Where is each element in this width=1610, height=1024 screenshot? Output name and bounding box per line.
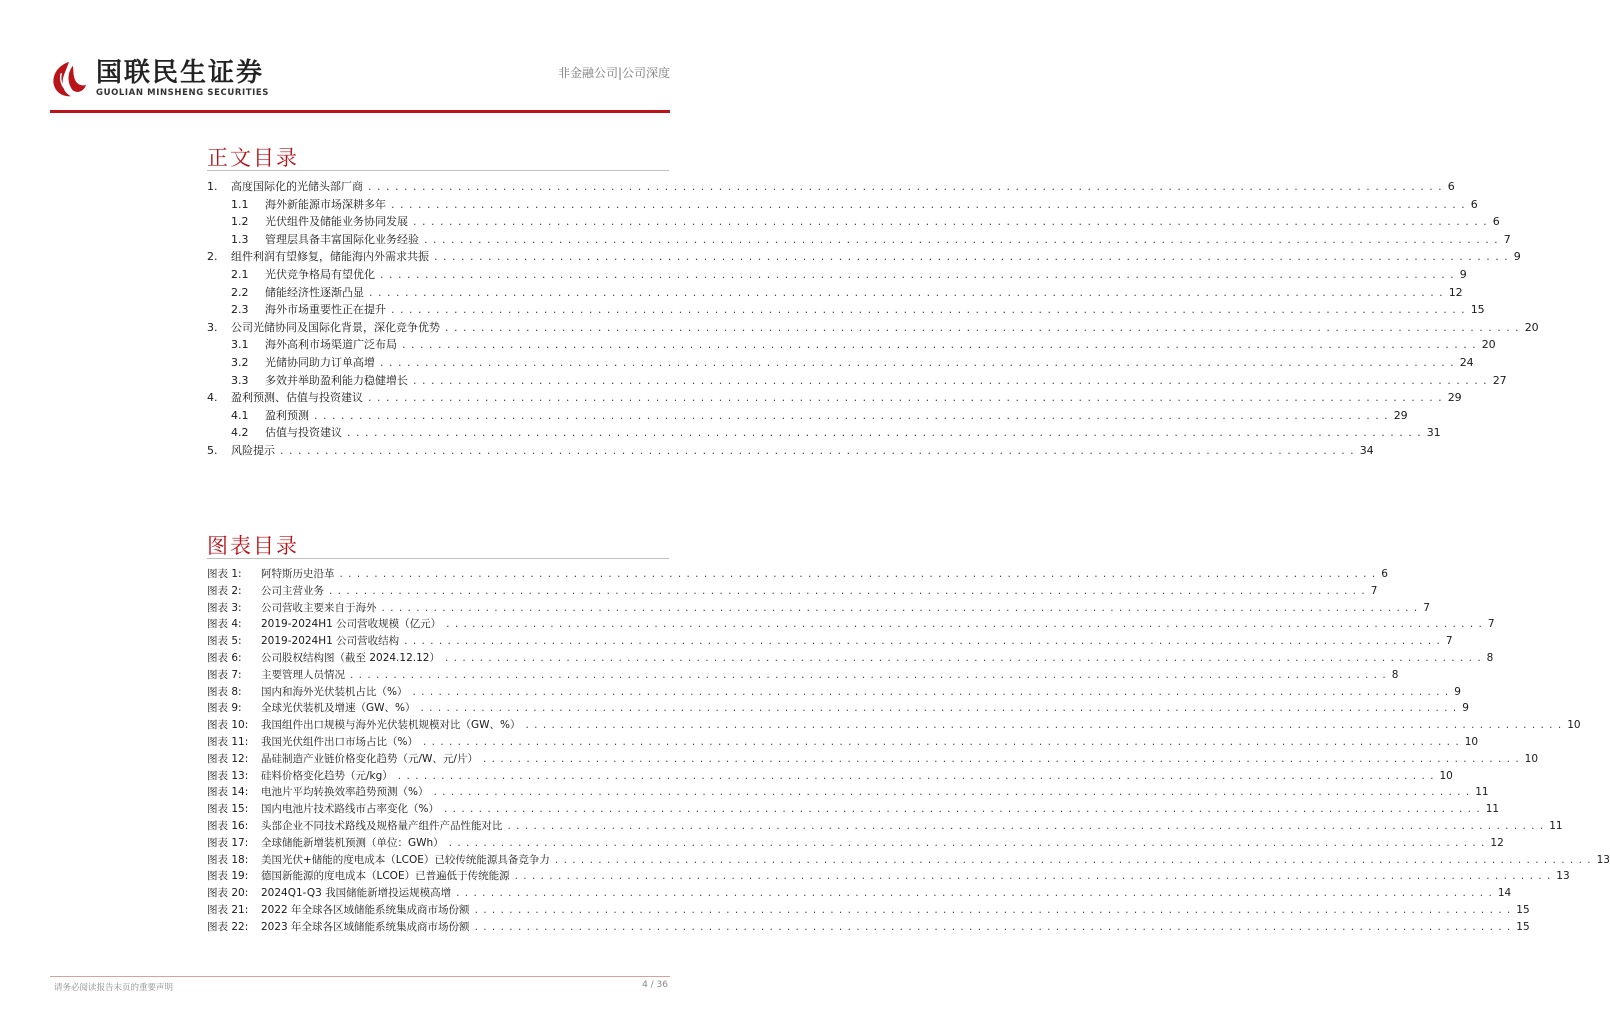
figure-entry-label: 图表 1: <box>207 568 242 580</box>
figure-leader-dots: . . . . . . . . . . . . . . . . . . . . . . . . . . . . . . . . . . . . . . . . . . . . . . . . . . . . . . . . . . . . . . . . . . . . . . . . . . . . . . . . . . . . . . . . . . . . . . . . . . . . . . . . . . . . . . . . . . . . . . . . <box>329 584 1366 597</box>
toc-entry[interactable] <box>207 231 1511 249</box>
figure-entry-label: 图表 8: <box>207 685 242 698</box>
figure-entry-page: 8 <box>1391 668 1399 681</box>
figure-entry-text: 美国光伏+储能的度电成本（LCOE）已较传统能源具备竞争力 <box>261 853 550 866</box>
toc-entry-page: 34 <box>1359 443 1374 457</box>
figures-title: 图表目录 <box>207 534 299 558</box>
figure-entry-label: 图表 15: <box>207 803 249 816</box>
figure-entry-label: 图表 6: <box>207 651 242 664</box>
figure-entry-page: 10 <box>1524 752 1539 765</box>
logo-text-en: GUOLIAN MINSHENG SECURITIES <box>96 88 270 98</box>
toc-leader-dots: . . . . . . . . . . . . . . . . . . . . . . . . . . . . . . . . . . . . . . . . . . . . . . . . . . . . . . . . . . . . . . . . . . . . . . . . . . . . . . . . . . . . . . . . . . . . . . . . . . . . . . . . . . . . . . . . . . . . . . . . <box>413 373 1488 387</box>
figure-entry-label: 图表 12: <box>207 752 249 765</box>
figure-entry-label: 图表 18: <box>207 853 249 866</box>
figure-entry-text: 全球储能新增装机预测（单位：GWh） <box>261 836 444 849</box>
toc-entry-number: 3.3 <box>231 373 249 387</box>
figures-list <box>207 566 1610 936</box>
figure-entry-text: 2019-2024H1 公司营收规模（亿元） <box>261 618 442 631</box>
toc-list <box>207 178 1539 460</box>
logo-text-cn: 国联民生证券 <box>96 58 265 88</box>
figure-entry[interactable] <box>207 583 1378 600</box>
toc-entry[interactable] <box>207 319 1539 337</box>
toc-leader-dots: . . . . . . . . . . . . . . . . . . . . . . . . . . . . . . . . . . . . . . . . . . . . . . . . . . . . . . . . . . . . . . . . . . . . . . . . . . . . . . . . . . . . . . . . . . . . . . . . . . . . . . . . . . . . . . . . . . . . . . . . <box>280 443 1355 457</box>
figure-leader-dots: . . . . . . . . . . . . . . . . . . . . . . . . . . . . . . . . . . . . . . . . . . . . . . . . . . . . . . . . . . . . . . . . . . . . . . . . . . . . . . . . . . . . . . . . . . . . . . . . . . . . . . . . . . . . . . . . . . . . . . . . <box>397 769 1435 782</box>
figure-entry-page: 13 <box>1596 853 1610 866</box>
figure-leader-dots: . . . . . . . . . . . . . . . . . . . . . . . . . . . . . . . . . . . . . . . . . . . . . . . . . . . . . . . . . . . . . . . . . . . . . . . . . . . . . . . . . . . . . . . . . . . . . . . . . . . . . . . . . . . . . . . . . . . . . . . . <box>339 568 1377 580</box>
toc-leader-dots: . . . . . . . . . . . . . . . . . . . . . . . . . . . . . . . . . . . . . . . . . . . . . . . . . . . . . . . . . . . . . . . . . . . . . . . . . . . . . . . . . . . . . . . . . . . . . . . . . . . . . . . . . . . . . . . . . . . . . . . . <box>402 338 1477 352</box>
toc-entry[interactable] <box>207 407 1408 425</box>
figure-entry[interactable] <box>207 835 1504 852</box>
figure-leader-dots: . . . . . . . . . . . . . . . . . . . . . . . . . . . . . . . . . . . . . . . . . . . . . . . . . . . . . . . . . . . . . . . . . . . . . . . . . . . . . . . . . . . . . . . . . . . . . . . . . . . . . . . . . . . . . . . . . . . . . . . . <box>554 853 1592 866</box>
figure-entry-label: 图表 22: <box>207 920 249 933</box>
toc-entry-page: 20 <box>1524 320 1539 334</box>
figure-entry-page: 13 <box>1556 870 1570 883</box>
figure-leader-dots: . . . . . . . . . . . . . . . . . . . . . . . . . . . . . . . . . . . . . . . . . . . . . . . . . . . . . . . . . . . . . . . . . . . . . . . . . . . . . . . . . . . . . . . . . . . . . . . . . . . . . . . . . . . . . . . . . . . . . . . . <box>525 719 1563 732</box>
toc-entry-number: 1.2 <box>231 215 249 229</box>
figure-entry-page: 7 <box>1445 635 1453 648</box>
figure-entry-text: 头部企业不同技术路线及规格量产组件产品性能对比 <box>261 819 503 832</box>
figure-entry-text: 公司主营业务 <box>261 584 324 597</box>
figure-entry-label: 图表 9: <box>207 702 242 715</box>
toc-entry-number: 4.1 <box>231 408 249 422</box>
figure-entry-page: 15 <box>1516 920 1530 933</box>
figure-leader-dots: . . . . . . . . . . . . . . . . . . . . . . . . . . . . . . . . . . . . . . . . . . . . . . . . . . . . . . . . . . . . . . . . . . . . . . . . . . . . . . . . . . . . . . . . . . . . . . . . . . . . . . . . . . . . . . . . . . . . . . . . <box>514 870 1552 883</box>
toc-entry[interactable] <box>207 196 1478 214</box>
toc-leader-dots: . . . . . . . . . . . . . . . . . . . . . . . . . . . . . . . . . . . . . . . . . . . . . . . . . . . . . . . . . . . . . . . . . . . . . . . . . . . . . . . . . . . . . . . . . . . . . . . . . . . . . . . . . . . . . . . . . . . . . . . . <box>368 180 1443 193</box>
toc-entry-number: 2.1 <box>231 267 249 281</box>
figure-leader-dots: . . . . . . . . . . . . . . . . . . . . . . . . . . . . . . . . . . . . . . . . . . . . . . . . . . . . . . . . . . . . . . . . . . . . . . . . . . . . . . . . . . . . . . . . . . . . . . . . . . . . . . . . . . . . . . . . . . . . . . . . <box>507 819 1545 832</box>
toc-entry-text: 公司光储协同及国际化背景，深化竞争优势 <box>231 320 440 334</box>
toc-entry-text: 高度国际化的光储头部厂商 <box>231 180 363 193</box>
toc-entry-number: 4. <box>207 391 218 405</box>
toc-leader-dots: . . . . . . . . . . . . . . . . . . . . . . . . . . . . . . . . . . . . . . . . . . . . . . . . . . . . . . . . . . . . . . . . . . . . . . . . . . . . . . . . . . . . . . . . . . . . . . . . . . . . . . . . . . . . . . . . . . . . . . . . <box>413 215 1488 229</box>
toc-entry-text: 海外高利市场渠道广泛布局 <box>265 338 397 352</box>
figure-entry-text: 2019-2024H1 公司营收结构 <box>261 635 400 648</box>
figure-entry-label: 图表 10: <box>207 719 249 732</box>
toc-entry-page: 20 <box>1481 338 1496 352</box>
figure-entry-label: 图表 16: <box>207 819 249 832</box>
toc-entry[interactable] <box>207 248 1521 266</box>
figure-entry[interactable] <box>207 852 1610 869</box>
toc-entry-page: 6 <box>1470 197 1478 211</box>
figure-entry[interactable] <box>207 633 1453 650</box>
footer-disclaimer: 请务必阅读报告末页的重要声明 <box>54 983 174 993</box>
figure-leader-dots: . . . . . . . . . . . . . . . . . . . . . . . . . . . . . . . . . . . . . . . . . . . . . . . . . . . . . . . . . . . . . . . . . . . . . . . . . . . . . . . . . . . . . . . . . . . . . . . . . . . . . . . . . . . . . . . . . . . . . . . . <box>381 601 1419 614</box>
figure-entry-text: 公司股权结构图（截至 2024.12.12） <box>261 651 440 664</box>
figure-entry-page: 10 <box>1567 719 1581 732</box>
figure-leader-dots: . . . . . . . . . . . . . . . . . . . . . . . . . . . . . . . . . . . . . . . . . . . . . . . . . . . . . . . . . . . . . . . . . . . . . . . . . . . . . . . . . . . . . . . . . . . . . . . . . . . . . . . . . . . . . . . . . . . . . . . . <box>444 651 1482 664</box>
figure-leader-dots: . . . . . . . . . . . . . . . . . . . . . . . . . . . . . . . . . . . . . . . . . . . . . . . . . . . . . . . . . . . . . . . . . . . . . . . . . . . . . . . . . . . . . . . . . . . . . . . . . . . . . . . . . . . . . . . . . . . . . . . . <box>412 685 1450 698</box>
figure-entry-page: 7 <box>1423 601 1430 614</box>
figure-entry-page: 8 <box>1486 651 1494 664</box>
toc-entry[interactable] <box>207 336 1496 354</box>
logo-icon <box>50 60 88 98</box>
figure-entry-text: 电池片平均转换效率趋势预测（%） <box>261 786 429 799</box>
figure-entry-label: 图表 5: <box>207 635 242 648</box>
figure-entry-page: 14 <box>1497 887 1512 900</box>
figure-entry-page: 11 <box>1475 786 1489 799</box>
toc-leader-dots: . . . . . . . . . . . . . . . . . . . . . . . . . . . . . . . . . . . . . . . . . . . . . . . . . . . . . . . . . . . . . . . . . . . . . . . . . . . . . . . . . . . . . . . . . . . . . . . . . . . . . . . . . . . . . . . . . . . . . . . . <box>347 426 1422 440</box>
figure-entry[interactable] <box>207 919 1530 936</box>
toc-entry-number: 3.2 <box>231 355 249 369</box>
toc-entry[interactable] <box>207 424 1441 442</box>
toc-entry-page: 31 <box>1426 426 1441 440</box>
figure-entry[interactable] <box>207 818 1563 835</box>
report-category: 非金融公司|公司深度 <box>557 66 670 80</box>
figure-entry[interactable] <box>207 784 1489 801</box>
toc-entry-page: 12 <box>1448 285 1463 299</box>
figure-entry-page: 7 <box>1487 618 1495 631</box>
figure-entry[interactable] <box>207 566 1388 583</box>
figure-entry-page: 6 <box>1381 568 1388 580</box>
toc-entry-page: 24 <box>1459 355 1474 369</box>
toc-leader-dots: . . . . . . . . . . . . . . . . . . . . . . . . . . . . . . . . . . . . . . . . . . . . . . . . . . . . . . . . . . . . . . . . . . . . . . . . . . . . . . . . . . . . . . . . . . . . . . . . . . . . . . . . . . . . . . . . . . . . . . . . <box>391 303 1466 317</box>
figure-entry-page: 11 <box>1485 803 1500 816</box>
figure-leader-dots: . . . . . . . . . . . . . . . . . . . . . . . . . . . . . . . . . . . . . . . . . . . . . . . . . . . . . . . . . . . . . . . . . . . . . . . . . . . . . . . . . . . . . . . . . . . . . . . . . . . . . . . . . . . . . . . . . . . . . . . . <box>482 752 1520 765</box>
toc-entry-page: 15 <box>1470 303 1485 317</box>
toc-entry-number: 5. <box>207 443 218 457</box>
toc-entry-text: 风险提示 <box>231 443 275 457</box>
toc-entry-text: 海外新能源市场深耕多年 <box>265 197 386 211</box>
figure-leader-dots: . . . . . . . . . . . . . . . . . . . . . . . . . . . . . . . . . . . . . . . . . . . . . . . . . . . . . . . . . . . . . . . . . . . . . . . . . . . . . . . . . . . . . . . . . . . . . . . . . . . . . . . . . . . . . . . . . . . . . . . . <box>446 618 1483 631</box>
toc-leader-dots: . . . . . . . . . . . . . . . . . . . . . . . . . . . . . . . . . . . . . . . . . . . . . . . . . . . . . . . . . . . . . . . . . . . . . . . . . . . . . . . . . . . . . . . . . . . . . . . . . . . . . . . . . . . . . . . . . . . . . . . . <box>445 320 1520 334</box>
figure-entry-page: 10 <box>1464 735 1479 748</box>
toc-entry-number: 1. <box>207 180 218 193</box>
toc-entry[interactable] <box>207 301 1485 319</box>
toc-entry-text: 估值与投资建议 <box>265 426 342 440</box>
toc-leader-dots: . . . . . . . . . . . . . . . . . . . . . . . . . . . . . . . . . . . . . . . . . . . . . . . . . . . . . . . . . . . . . . . . . . . . . . . . . . . . . . . . . . . . . . . . . . . . . . . . . . . . . . . . . . . . . . . . . . . . . . . . <box>391 197 1466 211</box>
figure-entry-label: 图表 2: <box>207 584 242 597</box>
figure-entry-text: 公司营收主要来自于海外 <box>261 601 377 614</box>
figure-entry-label: 图表 20: <box>207 887 249 900</box>
figure-leader-dots: . . . . . . . . . . . . . . . . . . . . . . . . . . . . . . . . . . . . . . . . . . . . . . . . . . . . . . . . . . . . . . . . . . . . . . . . . . . . . . . . . . . . . . . . . . . . . . . . . . . . . . . . . . . . . . . . . . . . . . . . <box>474 920 1512 933</box>
figure-entry-text: 我国组件出口规模与海外光伏装机规模对比（GW、%） <box>261 719 521 732</box>
figure-entry-label: 图表 3: <box>207 601 242 614</box>
toc-entry-page: 6 <box>1492 215 1500 229</box>
toc-entry-text: 海外市场重要性正在提升 <box>265 303 386 317</box>
toc-entry-page: 9 <box>1513 250 1521 264</box>
toc-entry-page: 29 <box>1393 408 1408 422</box>
figure-entry[interactable] <box>207 600 1430 617</box>
figure-entry[interactable] <box>207 650 1494 667</box>
toc-entry[interactable] <box>207 266 1467 284</box>
figure-entry-text: 硅料价格变化趋势（元/kg） <box>261 769 393 782</box>
toc-leader-dots: . . . . . . . . . . . . . . . . . . . . . . . . . . . . . . . . . . . . . . . . . . . . . . . . . . . . . . . . . . . . . . . . . . . . . . . . . . . . . . . . . . . . . . . . . . . . . . . . . . . . . . . . . . . . . . . . . . . . . . . . <box>314 408 1389 422</box>
toc-leader-dots: . . . . . . . . . . . . . . . . . . . . . . . . . . . . . . . . . . . . . . . . . . . . . . . . . . . . . . . . . . . . . . . . . . . . . . . . . . . . . . . . . . . . . . . . . . . . . . . . . . . . . . . . . . . . . . . . . . . . . . . . <box>424 232 1499 246</box>
figure-entry[interactable] <box>207 734 1479 751</box>
figure-entry[interactable] <box>207 801 1500 818</box>
figure-leader-dots: . . . . . . . . . . . . . . . . . . . . . . . . . . . . . . . . . . . . . . . . . . . . . . . . . . . . . . . . . . . . . . . . . . . . . . . . . . . . . . . . . . . . . . . . . . . . . . . . . . . . . . . . . . . . . . . . . . . . . . . . <box>350 668 1387 681</box>
toc-entry-number: 1.1 <box>231 197 249 211</box>
toc-leader-dots: . . . . . . . . . . . . . . . . . . . . . . . . . . . . . . . . . . . . . . . . . . . . . . . . . . . . . . . . . . . . . . . . . . . . . . . . . . . . . . . . . . . . . . . . . . . . . . . . . . . . . . . . . . . . . . . . . . . . . . . . <box>434 250 1509 264</box>
toc-entry-text: 储能经济性逐渐凸显 <box>265 285 364 299</box>
figure-entry-text: 阿特斯历史沿革 <box>261 568 335 580</box>
toc-entry-text: 组件利润有望修复，储能海内外需求共振 <box>231 250 429 264</box>
figure-entry[interactable] <box>207 700 1469 717</box>
figure-leader-dots: . . . . . . . . . . . . . . . . . . . . . . . . . . . . . . . . . . . . . . . . . . . . . . . . . . . . . . . . . . . . . . . . . . . . . . . . . . . . . . . . . . . . . . . . . . . . . . . . . . . . . . . . . . . . . . . . . . . . . . . . <box>404 635 1441 648</box>
page-header <box>0 0 724 115</box>
toc-entry[interactable] <box>207 354 1474 372</box>
figure-entry[interactable] <box>207 684 1461 701</box>
toc-entry-number: 2. <box>207 250 218 264</box>
figure-leader-dots: . . . . . . . . . . . . . . . . . . . . . . . . . . . . . . . . . . . . . . . . . . . . . . . . . . . . . . . . . . . . . . . . . . . . . . . . . . . . . . . . . . . . . . . . . . . . . . . . . . . . . . . . . . . . . . . . . . . . . . . . <box>448 836 1486 849</box>
figure-entry-label: 图表 7: <box>207 668 242 681</box>
toc-entry-page: 9 <box>1459 267 1467 281</box>
toc-entry-text: 光伏竞争格局有望优化 <box>265 267 375 281</box>
figure-entry[interactable] <box>207 751 1539 768</box>
toc-leader-dots: . . . . . . . . . . . . . . . . . . . . . . . . . . . . . . . . . . . . . . . . . . . . . . . . . . . . . . . . . . . . . . . . . . . . . . . . . . . . . . . . . . . . . . . . . . . . . . . . . . . . . . . . . . . . . . . . . . . . . . . . <box>368 391 1443 405</box>
toc-entry-text: 管理层具备丰富国际化业务经验 <box>265 232 419 246</box>
figure-entry[interactable] <box>207 885 1512 902</box>
figures-title-divider <box>207 558 669 559</box>
figure-leader-dots: . . . . . . . . . . . . . . . . . . . . . . . . . . . . . . . . . . . . . . . . . . . . . . . . . . . . . . . . . . . . . . . . . . . . . . . . . . . . . . . . . . . . . . . . . . . . . . . . . . . . . . . . . . . . . . . . . . . . . . . . <box>420 702 1458 715</box>
toc-entry-page: 27 <box>1492 373 1507 387</box>
figure-entry-page: 10 <box>1439 769 1453 782</box>
toc-entry-page: 29 <box>1447 391 1462 405</box>
toc-entry[interactable] <box>207 284 1463 302</box>
figure-leader-dots: . . . . . . . . . . . . . . . . . . . . . . . . . . . . . . . . . . . . . . . . . . . . . . . . . . . . . . . . . . . . . . . . . . . . . . . . . . . . . . . . . . . . . . . . . . . . . . . . . . . . . . . . . . . . . . . . . . . . . . . . <box>433 786 1471 799</box>
toc-entry-number: 3.1 <box>231 338 249 352</box>
header-divider <box>50 110 670 113</box>
figure-entry-label: 图表 11: <box>207 735 249 748</box>
toc-entry[interactable] <box>207 178 1455 196</box>
toc-entry-text: 盈利预测 <box>265 408 309 422</box>
toc-entry-text: 光储协同助力订单高增 <box>265 355 375 369</box>
figure-entry-text: 2024Q1-Q3 我国储能新增投运规模高增 <box>261 887 452 900</box>
figure-entry[interactable] <box>207 717 1581 734</box>
figure-entry-text: 国内和海外光伏装机占比（%） <box>261 685 408 698</box>
figure-entry-page: 7 <box>1370 584 1378 597</box>
toc-leader-dots: . . . . . . . . . . . . . . . . . . . . . . . . . . . . . . . . . . . . . . . . . . . . . . . . . . . . . . . . . . . . . . . . . . . . . . . . . . . . . . . . . . . . . . . . . . . . . . . . . . . . . . . . . . . . . . . . . . . . . . . . <box>380 267 1455 281</box>
figure-leader-dots: . . . . . . . . . . . . . . . . . . . . . . . . . . . . . . . . . . . . . . . . . . . . . . . . . . . . . . . . . . . . . . . . . . . . . . . . . . . . . . . . . . . . . . . . . . . . . . . . . . . . . . . . . . . . . . . . . . . . . . . . <box>443 803 1481 816</box>
figure-entry-label: 图表 19: <box>207 870 249 883</box>
toc-entry-page: 7 <box>1503 232 1511 246</box>
figure-leader-dots: . . . . . . . . . . . . . . . . . . . . . . . . . . . . . . . . . . . . . . . . . . . . . . . . . . . . . . . . . . . . . . . . . . . . . . . . . . . . . . . . . . . . . . . . . . . . . . . . . . . . . . . . . . . . . . . . . . . . . . . . <box>456 887 1493 900</box>
toc-entry-text: 光伏组件及储能业务协同发展 <box>265 215 408 229</box>
figure-entry[interactable] <box>207 768 1453 785</box>
toc-entry[interactable] <box>207 213 1500 231</box>
figure-entry-text: 国内电池片技术路线市占率变化（%） <box>261 803 439 816</box>
figure-entry-text: 晶硅制造产业链价格变化趋势（元/W、元/片） <box>261 752 478 765</box>
figure-entry-label: 图表 13: <box>207 769 249 782</box>
footer-divider <box>50 976 670 977</box>
toc-entry-number: 4.2 <box>231 426 249 440</box>
toc-title: 正文目录 <box>207 146 299 170</box>
figure-entry-text: 主要管理人员情况 <box>261 668 345 681</box>
figure-entry-page: 9 <box>1462 702 1469 715</box>
figure-entry[interactable] <box>207 868 1570 885</box>
page-number: 4 / 36 <box>642 980 668 990</box>
toc-entry-number: 1.3 <box>231 232 249 246</box>
toc-entry[interactable] <box>207 372 1507 390</box>
toc-entry-text: 盈利预测、估值与投资建议 <box>231 391 363 405</box>
figure-entry-text: 德国新能源的度电成本（LCOE）已普遍低于传统能源 <box>261 870 510 883</box>
figure-entry-page: 11 <box>1549 819 1563 832</box>
toc-entry[interactable] <box>207 389 1462 407</box>
figure-entry-label: 图表 14: <box>207 786 249 799</box>
figure-entry-label: 图表 21: <box>207 903 249 916</box>
figure-entry-text: 2022 年全球各区域储能系统集成商市场份额 <box>261 903 470 916</box>
figure-leader-dots: . . . . . . . . . . . . . . . . . . . . . . . . . . . . . . . . . . . . . . . . . . . . . . . . . . . . . . . . . . . . . . . . . . . . . . . . . . . . . . . . . . . . . . . . . . . . . . . . . . . . . . . . . . . . . . . . . . . . . . . . <box>474 903 1512 916</box>
figure-entry-text: 我国光伏组件出口市场占比（%） <box>261 735 418 748</box>
figure-entry-text: 全球光伏装机及增速（GW、%） <box>261 702 416 715</box>
toc-entry-page: 6 <box>1447 180 1455 193</box>
figure-entry[interactable] <box>207 902 1530 919</box>
toc-leader-dots: . . . . . . . . . . . . . . . . . . . . . . . . . . . . . . . . . . . . . . . . . . . . . . . . . . . . . . . . . . . . . . . . . . . . . . . . . . . . . . . . . . . . . . . . . . . . . . . . . . . . . . . . . . . . . . . . . . . . . . . . <box>369 285 1444 299</box>
toc-entry[interactable] <box>207 442 1374 460</box>
toc-entry-number: 3. <box>207 320 218 334</box>
figure-entry-page: 12 <box>1490 836 1504 849</box>
toc-title-divider <box>207 170 669 171</box>
toc-entry-text: 多效并举助盈利能力稳健增长 <box>265 373 408 387</box>
figure-entry-page: 15 <box>1516 903 1530 916</box>
toc-entry-number: 2.3 <box>231 303 249 317</box>
toc-leader-dots: . . . . . . . . . . . . . . . . . . . . . . . . . . . . . . . . . . . . . . . . . . . . . . . . . . . . . . . . . . . . . . . . . . . . . . . . . . . . . . . . . . . . . . . . . . . . . . . . . . . . . . . . . . . . . . . . . . . . . . . . <box>380 355 1455 369</box>
figure-entry[interactable] <box>207 667 1399 684</box>
figure-leader-dots: . . . . . . . . . . . . . . . . . . . . . . . . . . . . . . . . . . . . . . . . . . . . . . . . . . . . . . . . . . . . . . . . . . . . . . . . . . . . . . . . . . . . . . . . . . . . . . . . . . . . . . . . . . . . . . . . . . . . . . . . <box>422 735 1460 748</box>
figure-entry-page: 9 <box>1454 685 1461 698</box>
figure-entry-text: 2023 年全球各区域储能系统集成商市场份额 <box>261 920 470 933</box>
toc-entry-number: 2.2 <box>231 285 249 299</box>
figure-entry[interactable] <box>207 616 1495 633</box>
figure-entry-label: 图表 17: <box>207 836 249 849</box>
figure-entry-label: 图表 4: <box>207 618 242 631</box>
